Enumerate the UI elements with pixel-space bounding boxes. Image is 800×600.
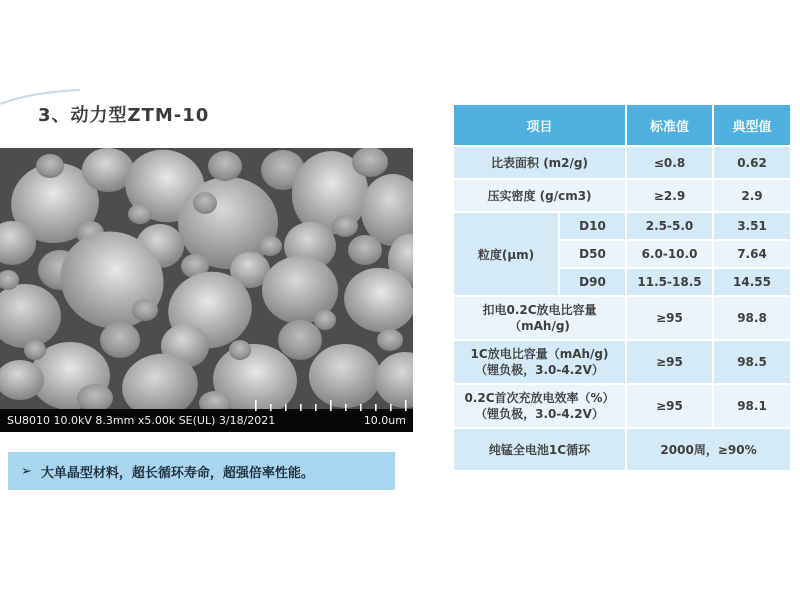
spec-table bbox=[452, 103, 792, 472]
table-row-d10 bbox=[453, 212, 791, 240]
feature-banner-text: 大单晶型材料，超长循环寿命，超强倍率性能。 bbox=[40, 465, 314, 481]
row-label: 纯锰全电池1C循环 bbox=[453, 428, 626, 471]
typical-value: 98.1 bbox=[713, 384, 791, 428]
column-header-item: 项目 bbox=[453, 104, 626, 146]
cycle-value: 2000周，≥90% bbox=[626, 428, 791, 471]
sem-scale-label: 10.0um bbox=[363, 414, 406, 427]
typical-value: 3.51 bbox=[713, 212, 791, 240]
row-label-line1: 扣电0.2C放电比容量 bbox=[482, 302, 597, 317]
typical-value: 2.9 bbox=[713, 179, 791, 212]
column-header-typical: 典型值 bbox=[713, 104, 791, 146]
table-row-first-efficiency bbox=[453, 384, 791, 428]
page-title: 3、动力型ZTM-10 bbox=[38, 105, 210, 126]
row-label-line1: 1C放电比容量（mAh/g) bbox=[470, 346, 609, 361]
row-label: 比表面积 (m2/g) bbox=[453, 146, 626, 179]
standard-value: 6.0-10.0 bbox=[626, 240, 713, 268]
row-label: 压实密度 (g/cm3) bbox=[453, 179, 626, 212]
table-row-tap-density bbox=[453, 179, 791, 212]
standard-value: 2.5-5.0 bbox=[626, 212, 713, 240]
standard-value: 11.5-18.5 bbox=[626, 268, 713, 296]
row-label-line2: （mAh/g) bbox=[509, 319, 570, 333]
table-row-rate-capacity bbox=[453, 340, 791, 384]
row-label bbox=[453, 340, 626, 384]
standard-value: ≥2.9 bbox=[626, 179, 713, 212]
standard-value: ≥95 bbox=[626, 340, 713, 384]
arrow-bullet-icon: ➢ bbox=[21, 463, 32, 479]
row-label bbox=[453, 296, 626, 340]
table-row-surface-area bbox=[453, 146, 791, 179]
sem-info-text: SU8010 10.0kV 8.3mm x5.00k SE(UL) 3/18/2021 bbox=[7, 414, 276, 427]
row-label-line2: （锂负极，3.0-4.2V） bbox=[475, 407, 604, 421]
psd-group-label: 粒度(μm) bbox=[453, 212, 559, 296]
standard-value: ≥95 bbox=[626, 296, 713, 340]
typical-value: 7.64 bbox=[713, 240, 791, 268]
sem-image bbox=[0, 148, 413, 432]
standard-value: ≥95 bbox=[626, 384, 713, 428]
typical-value: 98.8 bbox=[713, 296, 791, 340]
row-label: D90 bbox=[559, 268, 626, 296]
feature-banner bbox=[8, 452, 395, 490]
standard-value: ≤0.8 bbox=[626, 146, 713, 179]
column-header-standard: 标准值 bbox=[626, 104, 713, 146]
row-label-line1: 0.2C首次充放电效率（%） bbox=[464, 390, 615, 405]
typical-value: 0.62 bbox=[713, 146, 791, 179]
row-label bbox=[453, 384, 626, 428]
row-label: D10 bbox=[559, 212, 626, 240]
table-header-row bbox=[453, 104, 791, 146]
row-label-line2: （锂负极，3.0-4.2V） bbox=[475, 363, 604, 377]
typical-value: 98.5 bbox=[713, 340, 791, 384]
table-row-coin-capacity bbox=[453, 296, 791, 340]
sem-info-bar bbox=[0, 409, 413, 432]
sem-scale-ruler bbox=[255, 400, 407, 411]
table-row-cycle bbox=[453, 428, 791, 471]
sem-particles-image bbox=[0, 148, 413, 409]
row-label: D50 bbox=[559, 240, 626, 268]
typical-value: 14.55 bbox=[713, 268, 791, 296]
